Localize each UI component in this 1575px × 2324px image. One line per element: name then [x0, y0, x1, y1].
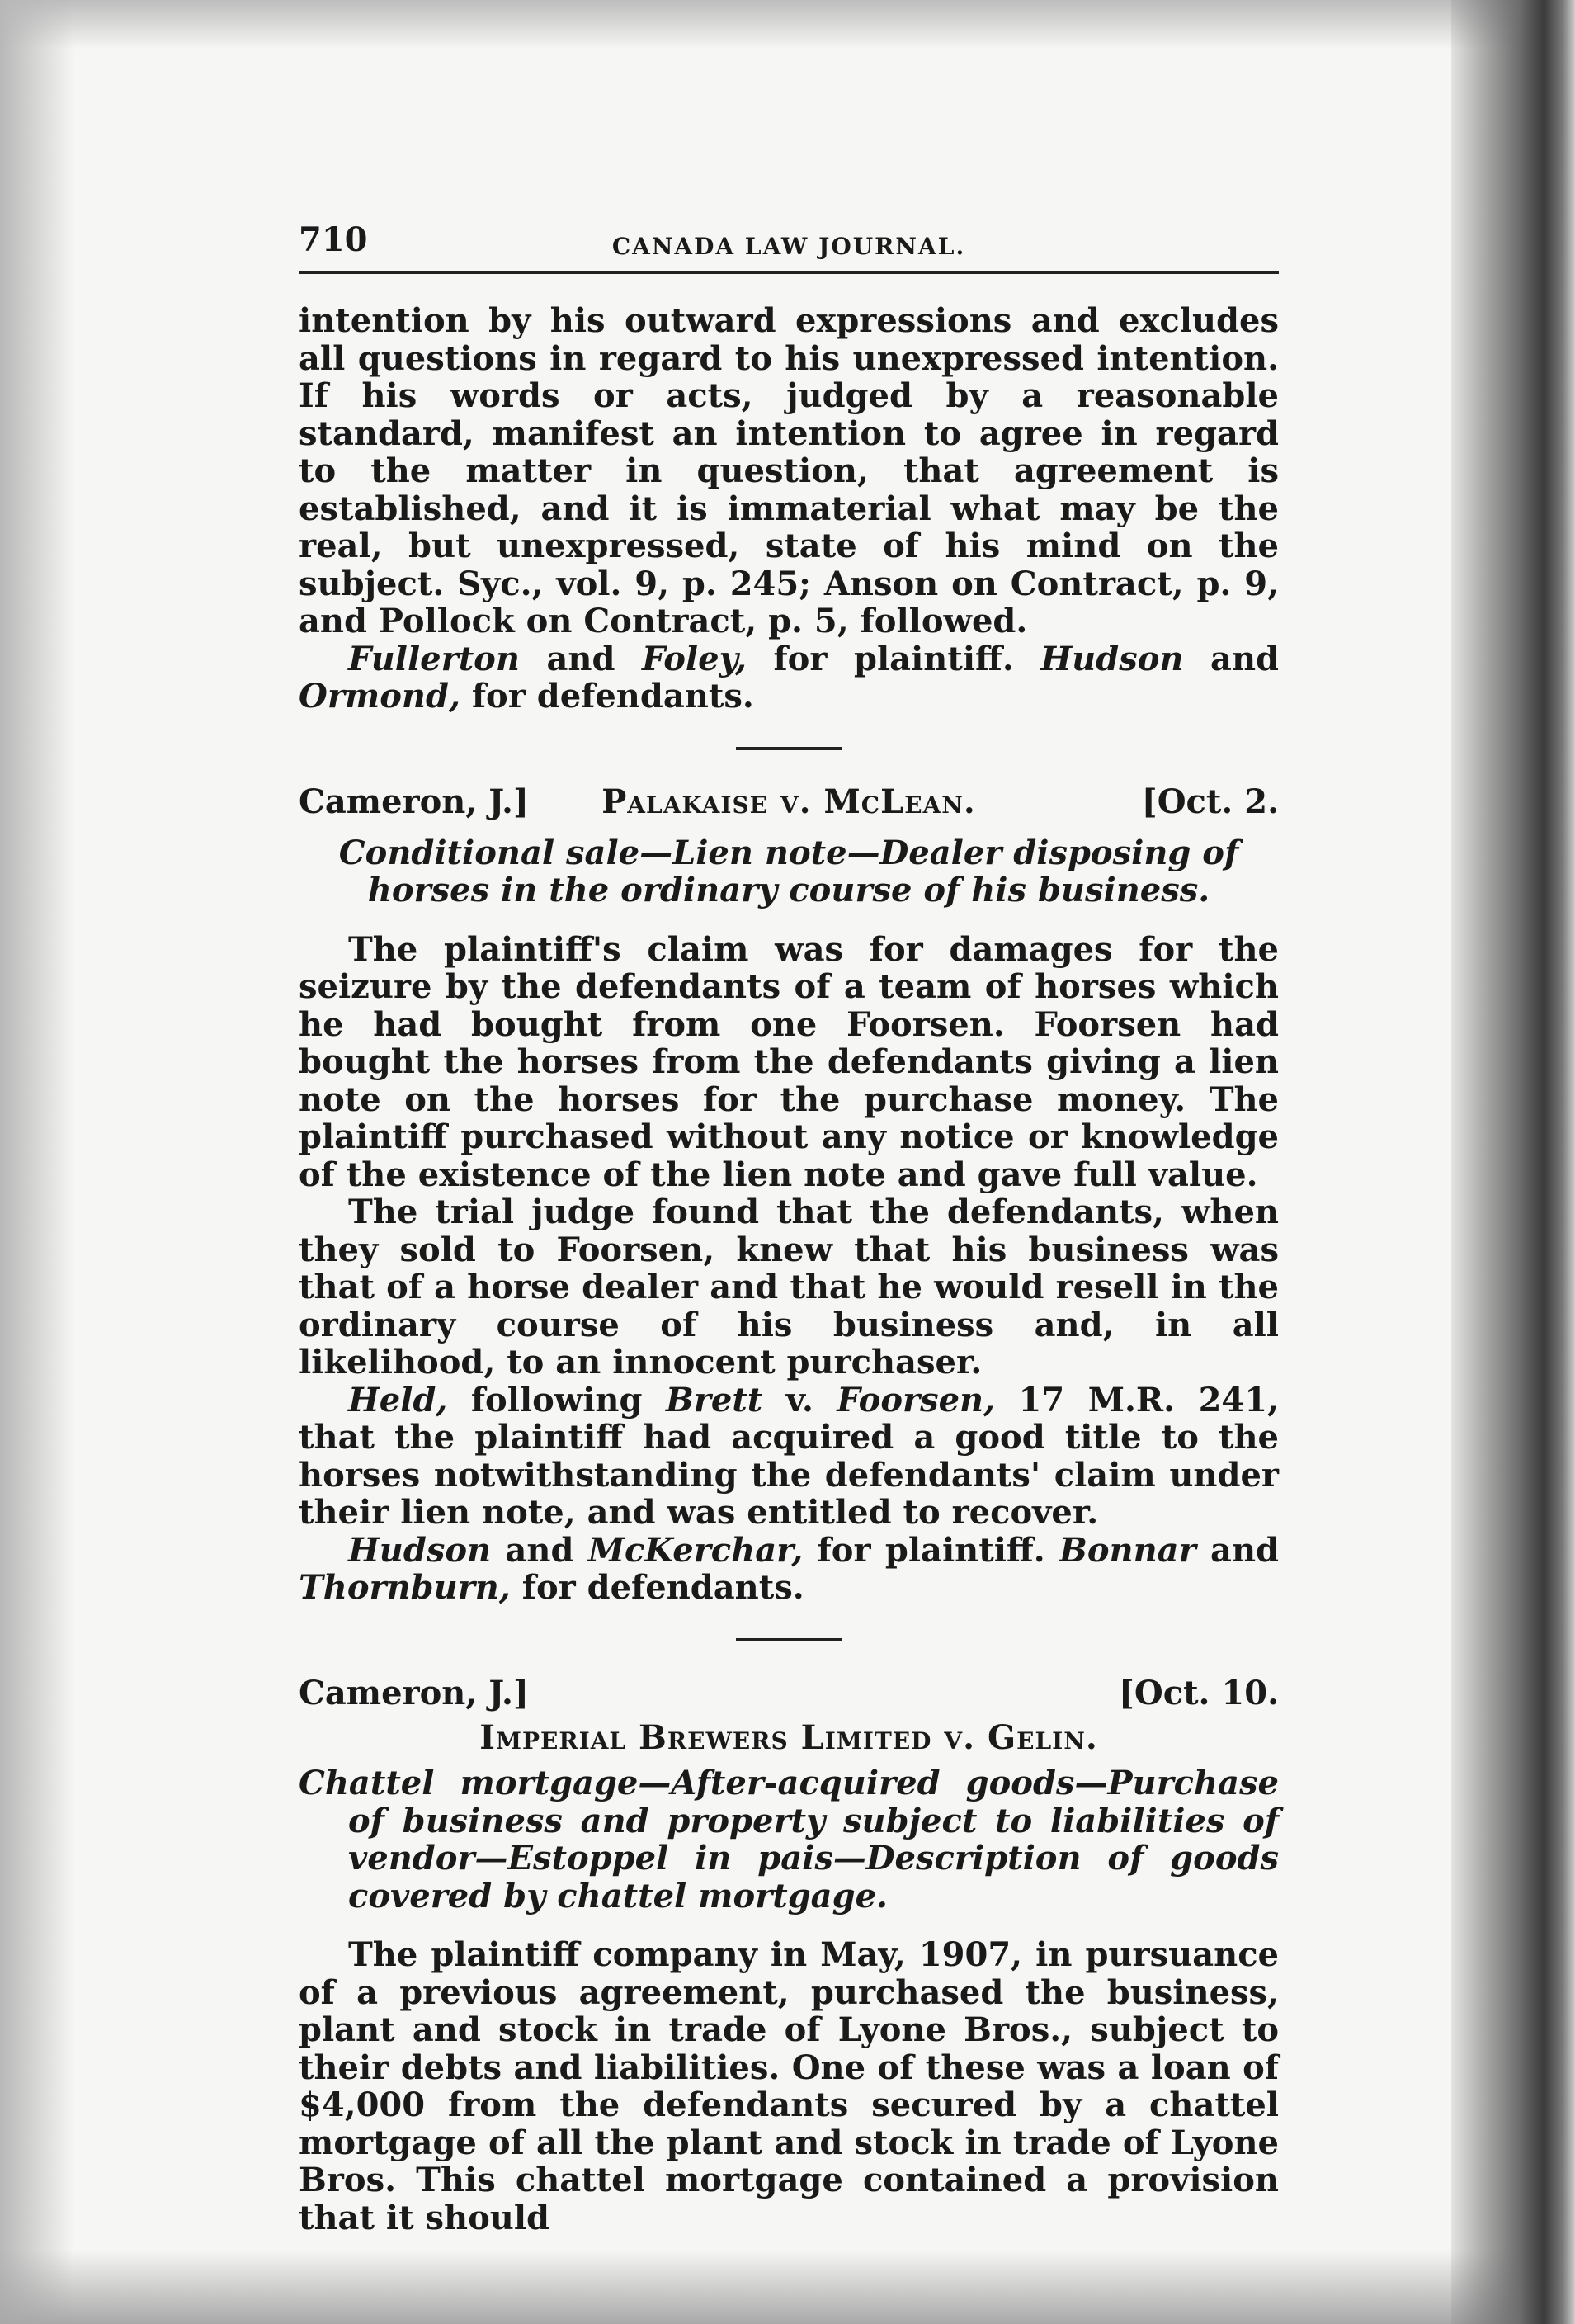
case-heading-line — [299, 783, 1279, 823]
page-number: 710 — [299, 220, 368, 259]
case-judge: Cameron, J.] — [299, 782, 529, 821]
counsel-name: Fullerton — [348, 639, 520, 678]
continuation-paragraph: intention by his outward expressions and excludes all questions in regard to his unexpressed intention. If his words or acts, judged by a reasonable standard, manifest an intention to agree in regard to the matter in question, that agreement is established, and it is immaterial what may be the real, but unexpressed, state of his mind on the subject. Syc., vol. 9, p. 245; Anson on Contract, p. 9, and Pollock on Contract, p. 5, followed. — [299, 301, 1279, 640]
scan-shadow-right — [1451, 0, 1575, 2324]
case-headnote: Chattel mortgage—After-acquired goods—Purchase of business and property subject to liabilities of vendor—Estoppel in pais—Description of goods covered by chattel mortgage. — [299, 1764, 1279, 1915]
counsel-connector: and — [491, 1530, 588, 1570]
counsel-role: for plaintiff. — [803, 1530, 1060, 1570]
held-text: v. — [762, 1380, 837, 1419]
case-headnote: Conditional sale—Lien note—Dealer disposing of horses in the ordinary course of his business. — [338, 833, 1239, 909]
counsel-line — [299, 1532, 1279, 1607]
case-paragraph: The trial judge found that the defendants, when they sold to Foorsen, knew that his business was that of a horse dealer and that he would resell in the ordinary course of his business and, in all likelihood, to an innocent purchaser. — [299, 1193, 1279, 1382]
case-judge: Cameron, J.] — [299, 1673, 529, 1712]
case-date: [Oct. 2. — [1141, 782, 1279, 821]
running-head: CANADA LAW JOURNAL. — [611, 233, 966, 260]
counsel-name: Thornburn, — [299, 1568, 511, 1607]
section-divider — [736, 1638, 842, 1641]
scan-shadow-left — [0, 0, 74, 2324]
counsel-role: for defendants. — [460, 677, 754, 716]
counsel-line-prior-case — [299, 640, 1279, 716]
case-heading-line — [299, 1675, 1279, 1714]
counsel-connector: and — [519, 639, 643, 678]
cited-case-party: Brett — [665, 1380, 763, 1419]
counsel-connector: and — [1183, 639, 1279, 678]
held-word: Held, — [348, 1380, 448, 1419]
section-divider — [736, 747, 842, 750]
counsel-name: Hudson — [1040, 639, 1184, 678]
held-text: following — [447, 1380, 666, 1419]
counsel-name: Ormond, — [299, 677, 460, 716]
case-paragraph: The plaintiff company in May, 1907, in pursuance of a previous agreement, purchased the business, plant and stock in trade of Lyone Bros., subject to their debts and liabilities. One of these was a loan of $4,000 from the defendants secured by a chattel mortgage of all the plant and stock in trade of Lyone Bros. This chattel mortgage contained a provision that it should — [299, 1935, 1279, 2237]
cited-case-party: Foorsen, — [837, 1380, 996, 1419]
counsel-role: for defendants. — [510, 1568, 804, 1607]
held-text: 17 M.R. 241, that the plaintiff had acquired a good title to the horses notwithstanding the defendants' claim under their lien note, and was entitled to recover. — [299, 1380, 1279, 1532]
page-header — [299, 221, 1279, 274]
scan-shadow-bottom — [0, 2250, 1575, 2324]
case-title: Imperial Brewers Limited v. Gelin. — [479, 1717, 1098, 1757]
case-paragraph: The plaintiff's claim was for damages for the seizure by the defendants of a team of horses which he had bought from one Foorsen. Foorsen had bought the horses from the defendants giving a lien note on the horses for the purchase money. The plaintiff purchased without any notice or knowledge of the existence of the lien note and gave full value. — [299, 929, 1279, 1194]
counsel-name: Bonnar — [1059, 1530, 1196, 1570]
case-holding — [299, 1382, 1279, 1532]
counsel-name: Foley, — [642, 639, 747, 678]
page-content — [299, 221, 1279, 2237]
case-date: [Oct. 10. — [1118, 1673, 1279, 1712]
case-title: Palakaise v. McLean. — [601, 782, 976, 821]
scan-shadow-top — [0, 0, 1575, 50]
counsel-name: McKerchar, — [587, 1530, 804, 1570]
counsel-role: for plaintiff. — [746, 639, 1041, 678]
counsel-connector: and — [1195, 1530, 1279, 1570]
counsel-name: Hudson — [348, 1530, 492, 1570]
